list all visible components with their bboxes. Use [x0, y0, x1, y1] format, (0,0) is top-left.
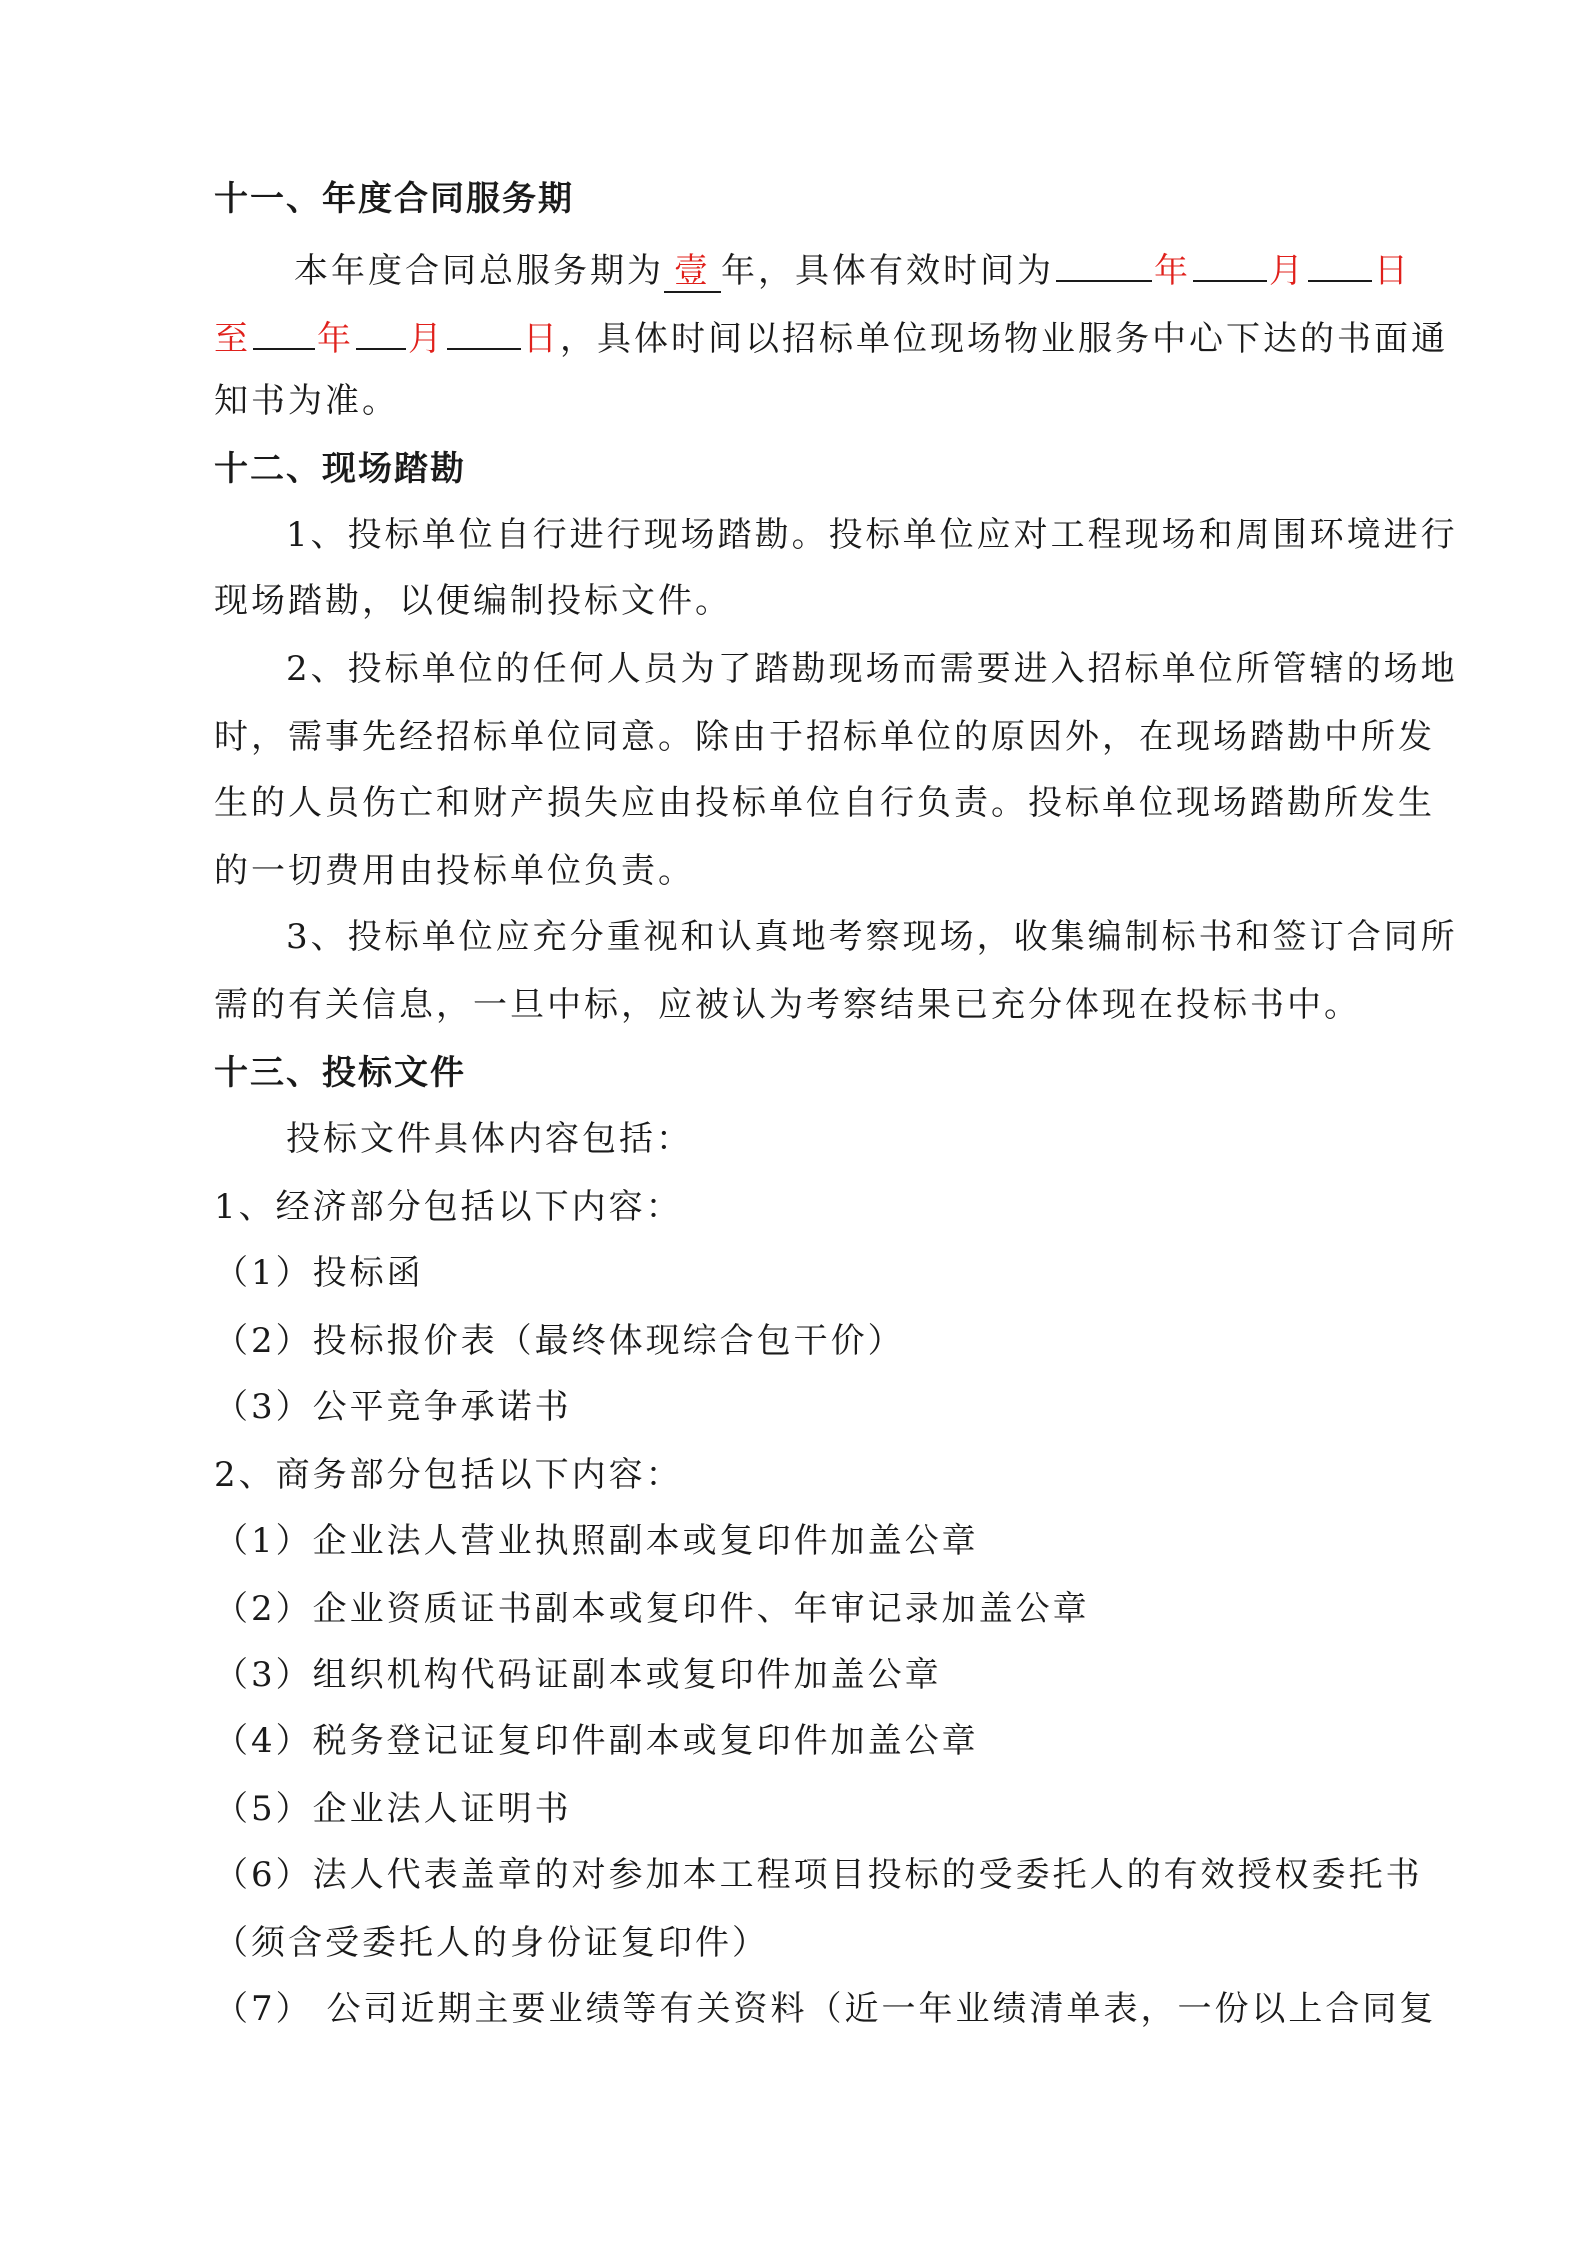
section-13-heading: 十三、投标文件	[214, 1053, 466, 1093]
end-year-label: 年	[317, 319, 354, 359]
inspection-p2-line-1: 2、投标单位的任何人员为了踏勘现场而需要进入招标单位所管辖的场地	[286, 649, 1458, 689]
service-period-line-3: 知书为准。	[214, 381, 399, 421]
list-item: （7） 公司近期主要业绩等有关资料（近一年业绩清单表，一份以上合同复	[214, 1989, 1437, 2029]
inspection-p2-line-2: 时，需事先经招标单位同意。除由于招标单位的原因外，在现场踏勘中所发	[214, 717, 1435, 757]
service-period-value: 壹	[664, 251, 721, 293]
service-period-text-3: ，具体时间以招标单位现场物业服务中心下达的书面通	[560, 319, 1448, 359]
list-item: （2）投标报价表（最终体现综合包干价）	[214, 1321, 905, 1361]
list-item-continuation: （须含受委托人的身份证复印件）	[214, 1923, 769, 1963]
bid-docs-intro: 投标文件具体内容包括：	[286, 1119, 693, 1159]
list-item: （1）企业法人营业执照副本或复印件加盖公章	[214, 1521, 979, 1561]
section-12-heading: 十二、现场踏勘	[214, 449, 466, 489]
economic-part-heading: 1、经济部分包括以下内容：	[214, 1187, 683, 1227]
end-year-blank	[253, 312, 315, 350]
inspection-p2-line-3: 生的人员伤亡和财产损失应由投标单位自行负责。投标单位现场踏勘所发生	[214, 783, 1435, 823]
day-label: 日	[1374, 251, 1411, 291]
start-year-blank	[1056, 244, 1152, 282]
service-period-line	[294, 244, 1454, 294]
end-month-blank	[356, 312, 406, 350]
inspection-p1-line-1: 1、投标单位自行进行现场踏勘。投标单位应对工程现场和周围环境进行	[286, 515, 1458, 555]
inspection-p3-line-2: 需的有关信息，一旦中标，应被认为考察结果已充分体现在投标书中。	[214, 985, 1361, 1025]
list-item: （1）投标函	[214, 1253, 424, 1293]
inspection-p2-line-4: 的一切费用由投标单位负责。	[214, 851, 695, 891]
end-day-blank	[447, 312, 521, 350]
service-period-text-2: 年，具体有效时间为	[721, 251, 1054, 291]
list-item: （3）组织机构代码证副本或复印件加盖公章	[214, 1655, 942, 1695]
service-period-line-2	[214, 312, 1448, 362]
list-item: （6）法人代表盖章的对参加本工程项目投标的受委托人的有效授权委托书	[214, 1855, 1423, 1895]
inspection-p1-line-2: 现场踏勘，以便编制投标文件。	[214, 581, 732, 621]
section-11-heading: 十一、年度合同服务期	[214, 179, 574, 219]
to-label: 至	[214, 319, 251, 359]
end-month-label: 月	[408, 319, 445, 359]
list-item: （2）企业资质证书副本或复印件、年审记录加盖公章	[214, 1589, 1090, 1629]
business-part-heading: 2、商务部分包括以下内容：	[214, 1455, 683, 1495]
inspection-p3-line-1: 3、投标单位应充分重视和认真地考察现场，收集编制标书和签订合同所	[286, 917, 1458, 957]
month-label: 月	[1269, 251, 1306, 291]
start-month-blank	[1193, 244, 1267, 282]
list-item: （4）税务登记证复印件副本或复印件加盖公章	[214, 1721, 979, 1761]
end-day-label: 日	[523, 319, 560, 359]
list-item: （5）企业法人证明书	[214, 1789, 572, 1829]
year-label: 年	[1154, 251, 1191, 291]
service-period-text: 本年度合同总服务期为	[294, 251, 664, 291]
start-day-blank	[1308, 244, 1372, 282]
list-item: （3）公平竞争承诺书	[214, 1387, 572, 1427]
